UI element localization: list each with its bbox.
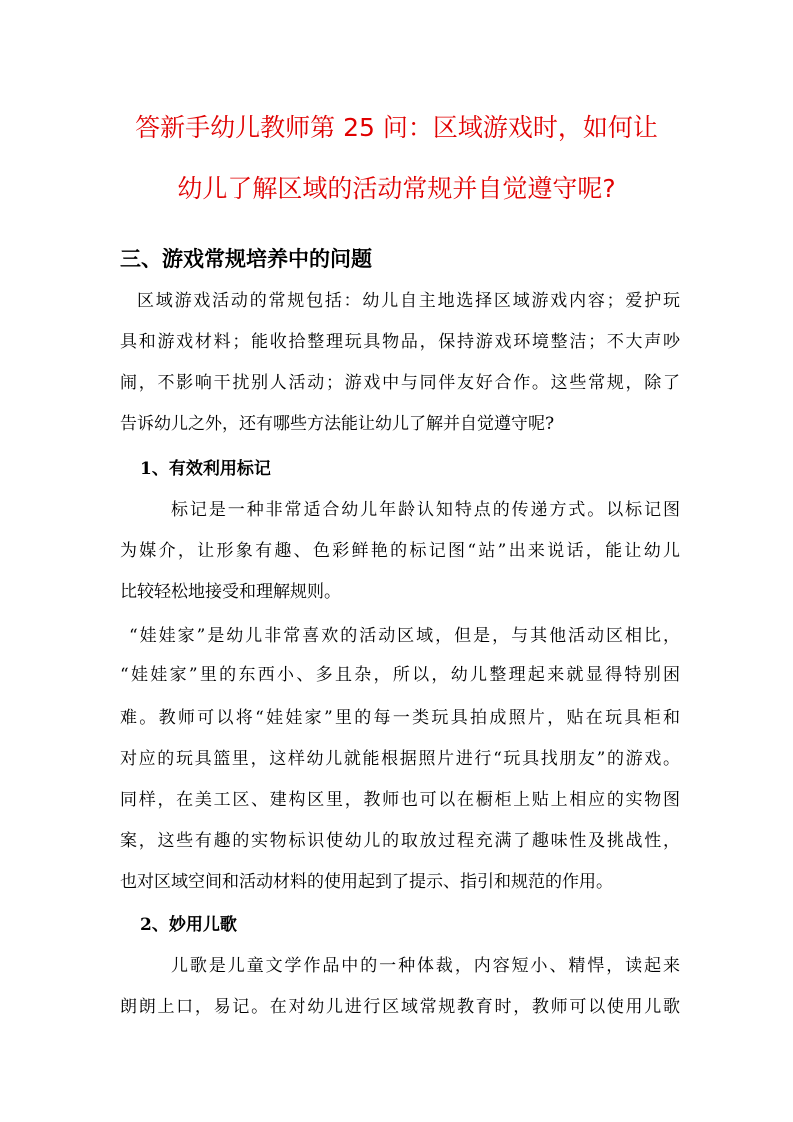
item1-para2-line-2: “娃娃家”里的东西小、多且杂，所以，幼儿整理起来就显得特别困 xyxy=(120,665,680,685)
item1-heading: 1、有效利用标记 xyxy=(140,459,271,479)
item2-para1-line-2: 朗朗上口，易记。在对幼儿进行区域常规教育时，教师可以使用儿歌 xyxy=(120,997,680,1017)
document-title-line-2: 幼儿了解区域的活动常规并自觉遵守呢? xyxy=(177,174,616,203)
section-heading: 三、游戏常规培养中的问题 xyxy=(120,247,372,271)
item1-para2-line-6: 案，这些有趣的实物标识使幼儿的取放过程充满了趣味性及挑战性， xyxy=(120,831,680,851)
item2-heading: 2、妙用儿歌 xyxy=(140,915,237,935)
item1-para2-line-5: 同样，在美工区、建构区里，教师也可以在橱柜上贴上相应的实物图 xyxy=(120,790,680,810)
item1-para2-line-3: 难。教师可以将“娃娃家”里的每一类玩具拍成照片，贴在玩具柜和 xyxy=(120,708,680,728)
document-title-line-1: 答新手幼儿教师第 25 问：区域游戏时，如何让 xyxy=(135,113,658,142)
item1-para2-line-4: 对应的玩具篮里，这样幼儿就能根据照片进行“玩具找朋友”的游戏。 xyxy=(120,749,680,769)
item1-para1-line-2: 为媒介，让形象有趣、色彩鲜艳的标记图“站”出来说话，能让幼儿 xyxy=(120,541,680,561)
intro-line-2: 具和游戏材料；能收拾整理玩具物品，保持游戏环境整洁；不大声吵 xyxy=(120,332,680,352)
item2-para1-line-1: 儿歌是儿童文学作品中的一种体裁，内容短小、精悍，读起来 xyxy=(171,956,680,976)
intro-line-4: 告诉幼儿之外，还有哪些方法能让幼儿了解并自觉遵守呢? xyxy=(120,414,555,434)
item1-para1-line-3: 比较轻松地接受和理解规则。 xyxy=(120,582,341,602)
item1-para2-line-1: “娃娃家”是幼儿非常喜欢的活动区域，但是，与其他活动区相比， xyxy=(129,626,680,646)
item1-para1-line-1: 标记是一种非常适合幼儿年龄认知特点的传递方式。以标记图 xyxy=(171,500,680,520)
intro-line-1: 区域游戏活动的常规包括：幼儿自主地选择区域游戏内容；爱护玩 xyxy=(137,291,680,311)
intro-line-3: 闹，不影响干扰别人活动；游戏中与同伴友好合作。这些常规，除了 xyxy=(120,373,680,393)
item1-para2-line-7: 也对区域空间和活动材料的使用起到了提示、指引和规范的作用。 xyxy=(120,872,613,892)
